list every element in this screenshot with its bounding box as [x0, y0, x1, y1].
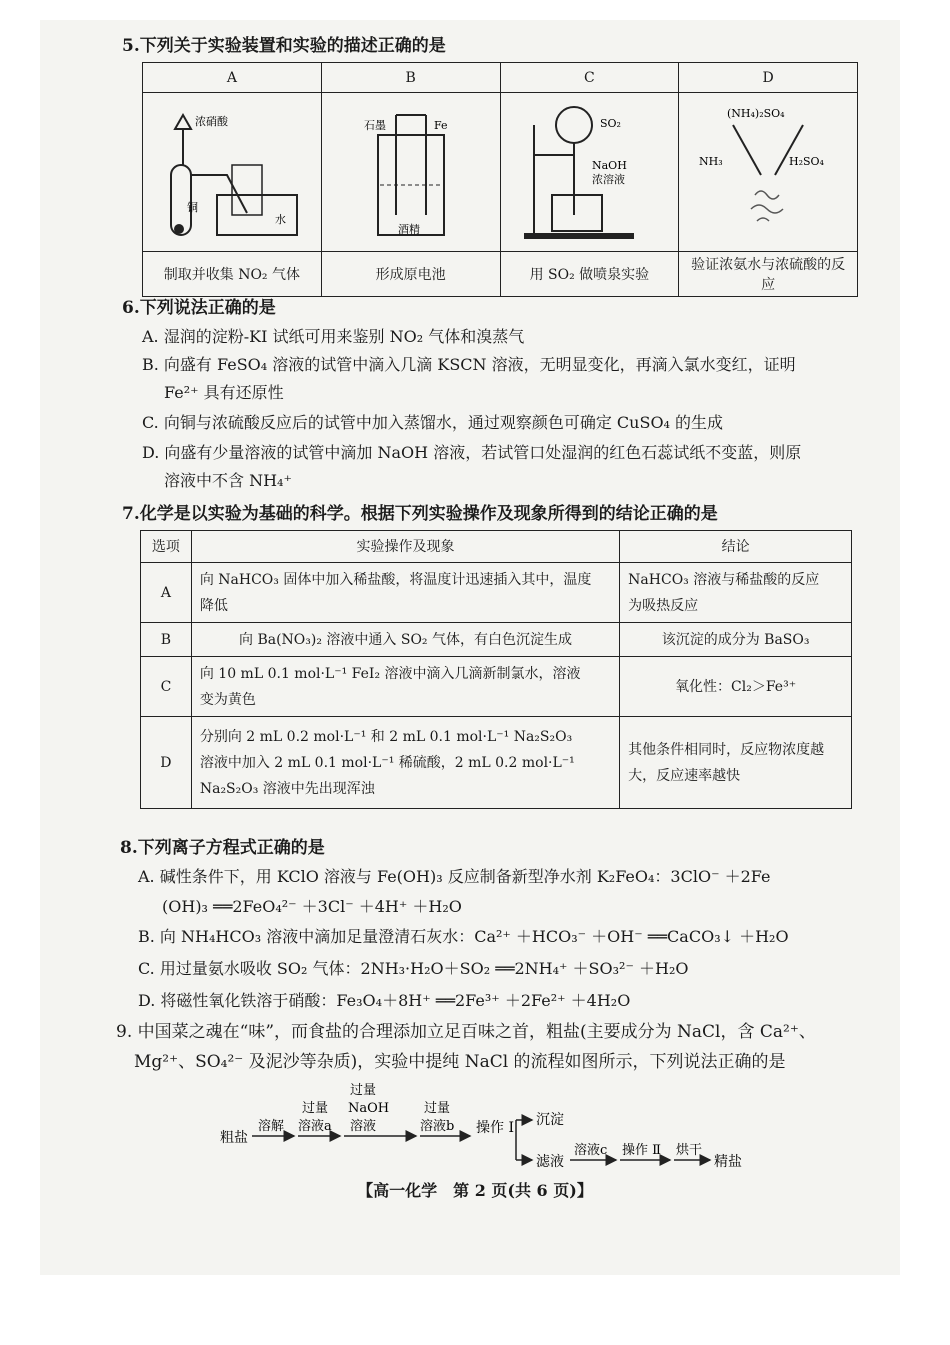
q9-stem: 9. 中国菜之魂在“味”，而食盐的合理添加立足百味之首，粗盐(主要成分为 NaCl，含 Ca²⁺、	[116, 1022, 816, 1042]
q8-stem: 8.下列离子方程式正确的是	[120, 838, 325, 858]
label-water: 水	[274, 213, 286, 226]
q7-row-b-conclusion: 该沉淀的成分为 BaSO₃	[620, 623, 852, 657]
q7-row-a-con-line1: NaHCO₃ 溶液与稀盐酸的反应	[628, 571, 820, 588]
q5-caption-d: 验证浓氨水与浓硫酸的反应	[679, 252, 858, 297]
label-so2: SO₂	[600, 117, 622, 130]
q7-header-operation: 实验操作及现象	[191, 531, 619, 563]
label-alcohol: 酒精	[397, 223, 420, 236]
q6-option-b-cont: Fe²⁺ 具有还原性	[164, 383, 284, 402]
q7-row-d-option: D	[141, 717, 192, 809]
q8-option-a: A. 碱性条件下，用 KClO 溶液与 Fe(OH)₃ 反应制备新型净水剂 K₂FeO₄：3ClO⁻ ＋2Fe	[138, 867, 771, 886]
apparatus-a-diagram	[157, 95, 307, 245]
flow-solution-c: 溶液c	[574, 1143, 608, 1158]
apparatus-b-diagram	[336, 95, 486, 245]
label-conc-nitric-acid: 浓硝酸	[194, 115, 228, 128]
flow-excess-2: 过量	[350, 1083, 377, 1098]
q7-row-a-conclusion	[620, 563, 852, 623]
q6-option-c: C. 向铜与浓硫酸反应后的试管中加入蒸馏水，通过观察颜色可确定 CuSO₄ 的生成	[142, 413, 724, 432]
q7-row-a-con-line2: 为吸热反应	[628, 597, 699, 614]
flow-precipitate: 沉淀	[536, 1112, 564, 1128]
q8-option-b: B. 向 NH₄HCO₃ 溶液中滴加足量澄清石灰水：Ca²⁺ ＋HCO₃⁻ ＋OH⁻ ══CaCO₃↓ ＋H₂O	[138, 927, 789, 946]
q7-row-d-conclusion	[620, 717, 852, 809]
q5-caption-c: 用 SO₂ 做喷泉实验	[500, 252, 679, 297]
page-footer: 【高一化学 第 2 页(共 6 页)】	[357, 1181, 593, 1200]
q5-figure-d	[679, 93, 858, 252]
q5-header-d: D	[679, 63, 858, 93]
q5-figure-a	[143, 93, 322, 252]
q5-figure-c	[500, 93, 679, 252]
flow-filtrate: 滤液	[536, 1154, 564, 1170]
label-iron: Fe	[433, 119, 448, 132]
flow-naoh-solution: 溶液	[350, 1119, 377, 1134]
apparatus-d-diagram	[693, 95, 843, 245]
q8-option-c: C. 用过量氨水吸收 SO₂ 气体：2NH₃·H₂O＋SO₂ ══2NH₄⁺ ＋SO₃²⁻ ＋H₂O	[138, 959, 689, 978]
q7-row-d-con-line2: 大，反应速率越快	[628, 767, 741, 784]
q7-stem: 7.化学是以实验为基础的科学。根据下列实验操作及现象所得到的结论正确的是	[122, 504, 718, 524]
q7-row-c-option: C	[141, 657, 192, 717]
q8-option-d: D. 将磁性氧化铁溶于硝酸：Fe₃O₄＋8H⁺ ══2Fe³⁺ ＋2Fe²⁺ ＋4H₂O	[138, 991, 631, 1010]
flow-naoh: NaOH	[348, 1101, 390, 1116]
q7-row-a-option: A	[141, 563, 192, 623]
q7-header-option: 选项	[141, 531, 192, 563]
flow-solution-a: 溶液a	[298, 1119, 332, 1134]
q9-stem-cont: Mg²⁺、SO₄²⁻ 及泥沙等杂质)，实验中提纯 NaCl 的流程如图所示，下列说法正确的是	[134, 1052, 786, 1072]
flow-dry: 烘干	[676, 1143, 703, 1158]
q5-caption-b: 形成原电池	[321, 252, 500, 297]
q8-option-a-cont: (OH)₃ ══2FeO₄²⁻ ＋3Cl⁻ ＋4H⁺ ＋H₂O	[162, 897, 462, 916]
flow-refined-salt: 精盐	[714, 1154, 742, 1170]
q6-option-b: B. 向盛有 FeSO₄ 溶液的试管中滴入几滴 KSCN 溶液，无明显变化，再滴入氯水变红，证明	[142, 355, 796, 374]
q7-row-c-conclusion: 氧化性：Cl₂＞Fe³⁺	[620, 657, 852, 717]
q7-row-d-op-line2: 溶液中加入 2 mL 0.1 mol·L⁻¹ 稀硫酸，2 mL 0.2 mol·L⁻¹	[199, 754, 575, 771]
label-naoh: NaOH	[592, 159, 628, 172]
q7-row-d-op-line3: Na₂S₂O₃ 溶液中先出现浑浊	[199, 780, 375, 797]
q7-header-conclusion: 结论	[620, 531, 852, 563]
q6-option-a: A. 湿润的淀粉-KI 试纸可用来鉴别 NO₂ 气体和溴蒸气	[142, 327, 525, 346]
label-conc-solution: 浓溶液	[592, 173, 626, 186]
label-h2so4: H₂SO₄	[789, 155, 825, 168]
q5-header-a: A	[143, 63, 322, 93]
label-graphite: 石墨	[363, 119, 386, 132]
q7-row-a-operation	[191, 563, 619, 623]
q7-row-d-operation	[191, 717, 619, 809]
purification-flow-diagram	[210, 1080, 770, 1180]
flow-solution-b: 溶液b	[420, 1119, 455, 1134]
q7-row-d-con-line1: 其他条件相同时，反应物浓度越	[628, 741, 825, 758]
q5-header-b: B	[321, 63, 500, 93]
flow-excess-3: 过量	[424, 1101, 451, 1116]
flow-operation-2: 操作 Ⅱ	[622, 1143, 661, 1158]
q6-option-d: D. 向盛有少量溶液的试管中滴加 NaOH 溶液，若试管口处湿润的红色石蕊试纸不变蓝，则原	[142, 443, 802, 462]
q5-header-c: C	[500, 63, 679, 93]
q7-row-c-operation	[191, 657, 619, 717]
label-ammonium-sulfate: (NH₄)₂SO₄	[727, 107, 785, 120]
q7-row-d-op-line1: 分别向 2 mL 0.2 mol·L⁻¹ 和 2 mL 0.1 mol·L⁻¹ Na₂S₂O₃	[199, 728, 573, 745]
q7-row-c-op-line2: 变为黄色	[199, 691, 256, 708]
flow-operation-1: 操作 Ⅰ	[476, 1120, 514, 1136]
flow-dissolve: 溶解	[258, 1119, 285, 1134]
q7-row-b-operation: 向 Ba(NO₃)₂ 溶液中通入 SO₂ 气体，有白色沉淀生成	[191, 623, 619, 657]
q6-stem: 6.下列说法正确的是	[122, 298, 276, 318]
q7-table	[140, 530, 852, 809]
q7-row-b-option: B	[141, 623, 192, 657]
q5-figure-b	[321, 93, 500, 252]
q7-row-a-op-line2: 降低	[199, 597, 228, 614]
label-nh3: NH₃	[699, 155, 723, 168]
flow-excess-1: 过量	[302, 1101, 329, 1116]
apparatus-c-diagram	[514, 95, 664, 245]
q5-table	[142, 62, 858, 297]
q5-stem: 5.下列关于实验装置和实验的描述正确的是	[122, 36, 446, 56]
label-copper: 铜	[186, 201, 198, 214]
flow-crude-salt: 粗盐	[220, 1130, 248, 1146]
q5-caption-a: 制取并收集 NO₂ 气体	[143, 252, 322, 297]
q7-row-c-op-line1: 向 10 mL 0.1 mol·L⁻¹ FeI₂ 溶液中滴入几滴新制氯水，溶液	[199, 665, 581, 682]
q6-option-d-cont: 溶液中不含 NH₄⁺	[164, 471, 292, 490]
q7-row-a-op-line1: 向 NaHCO₃ 固体中加入稀盐酸，将温度计迅速插入其中，温度	[199, 571, 592, 588]
